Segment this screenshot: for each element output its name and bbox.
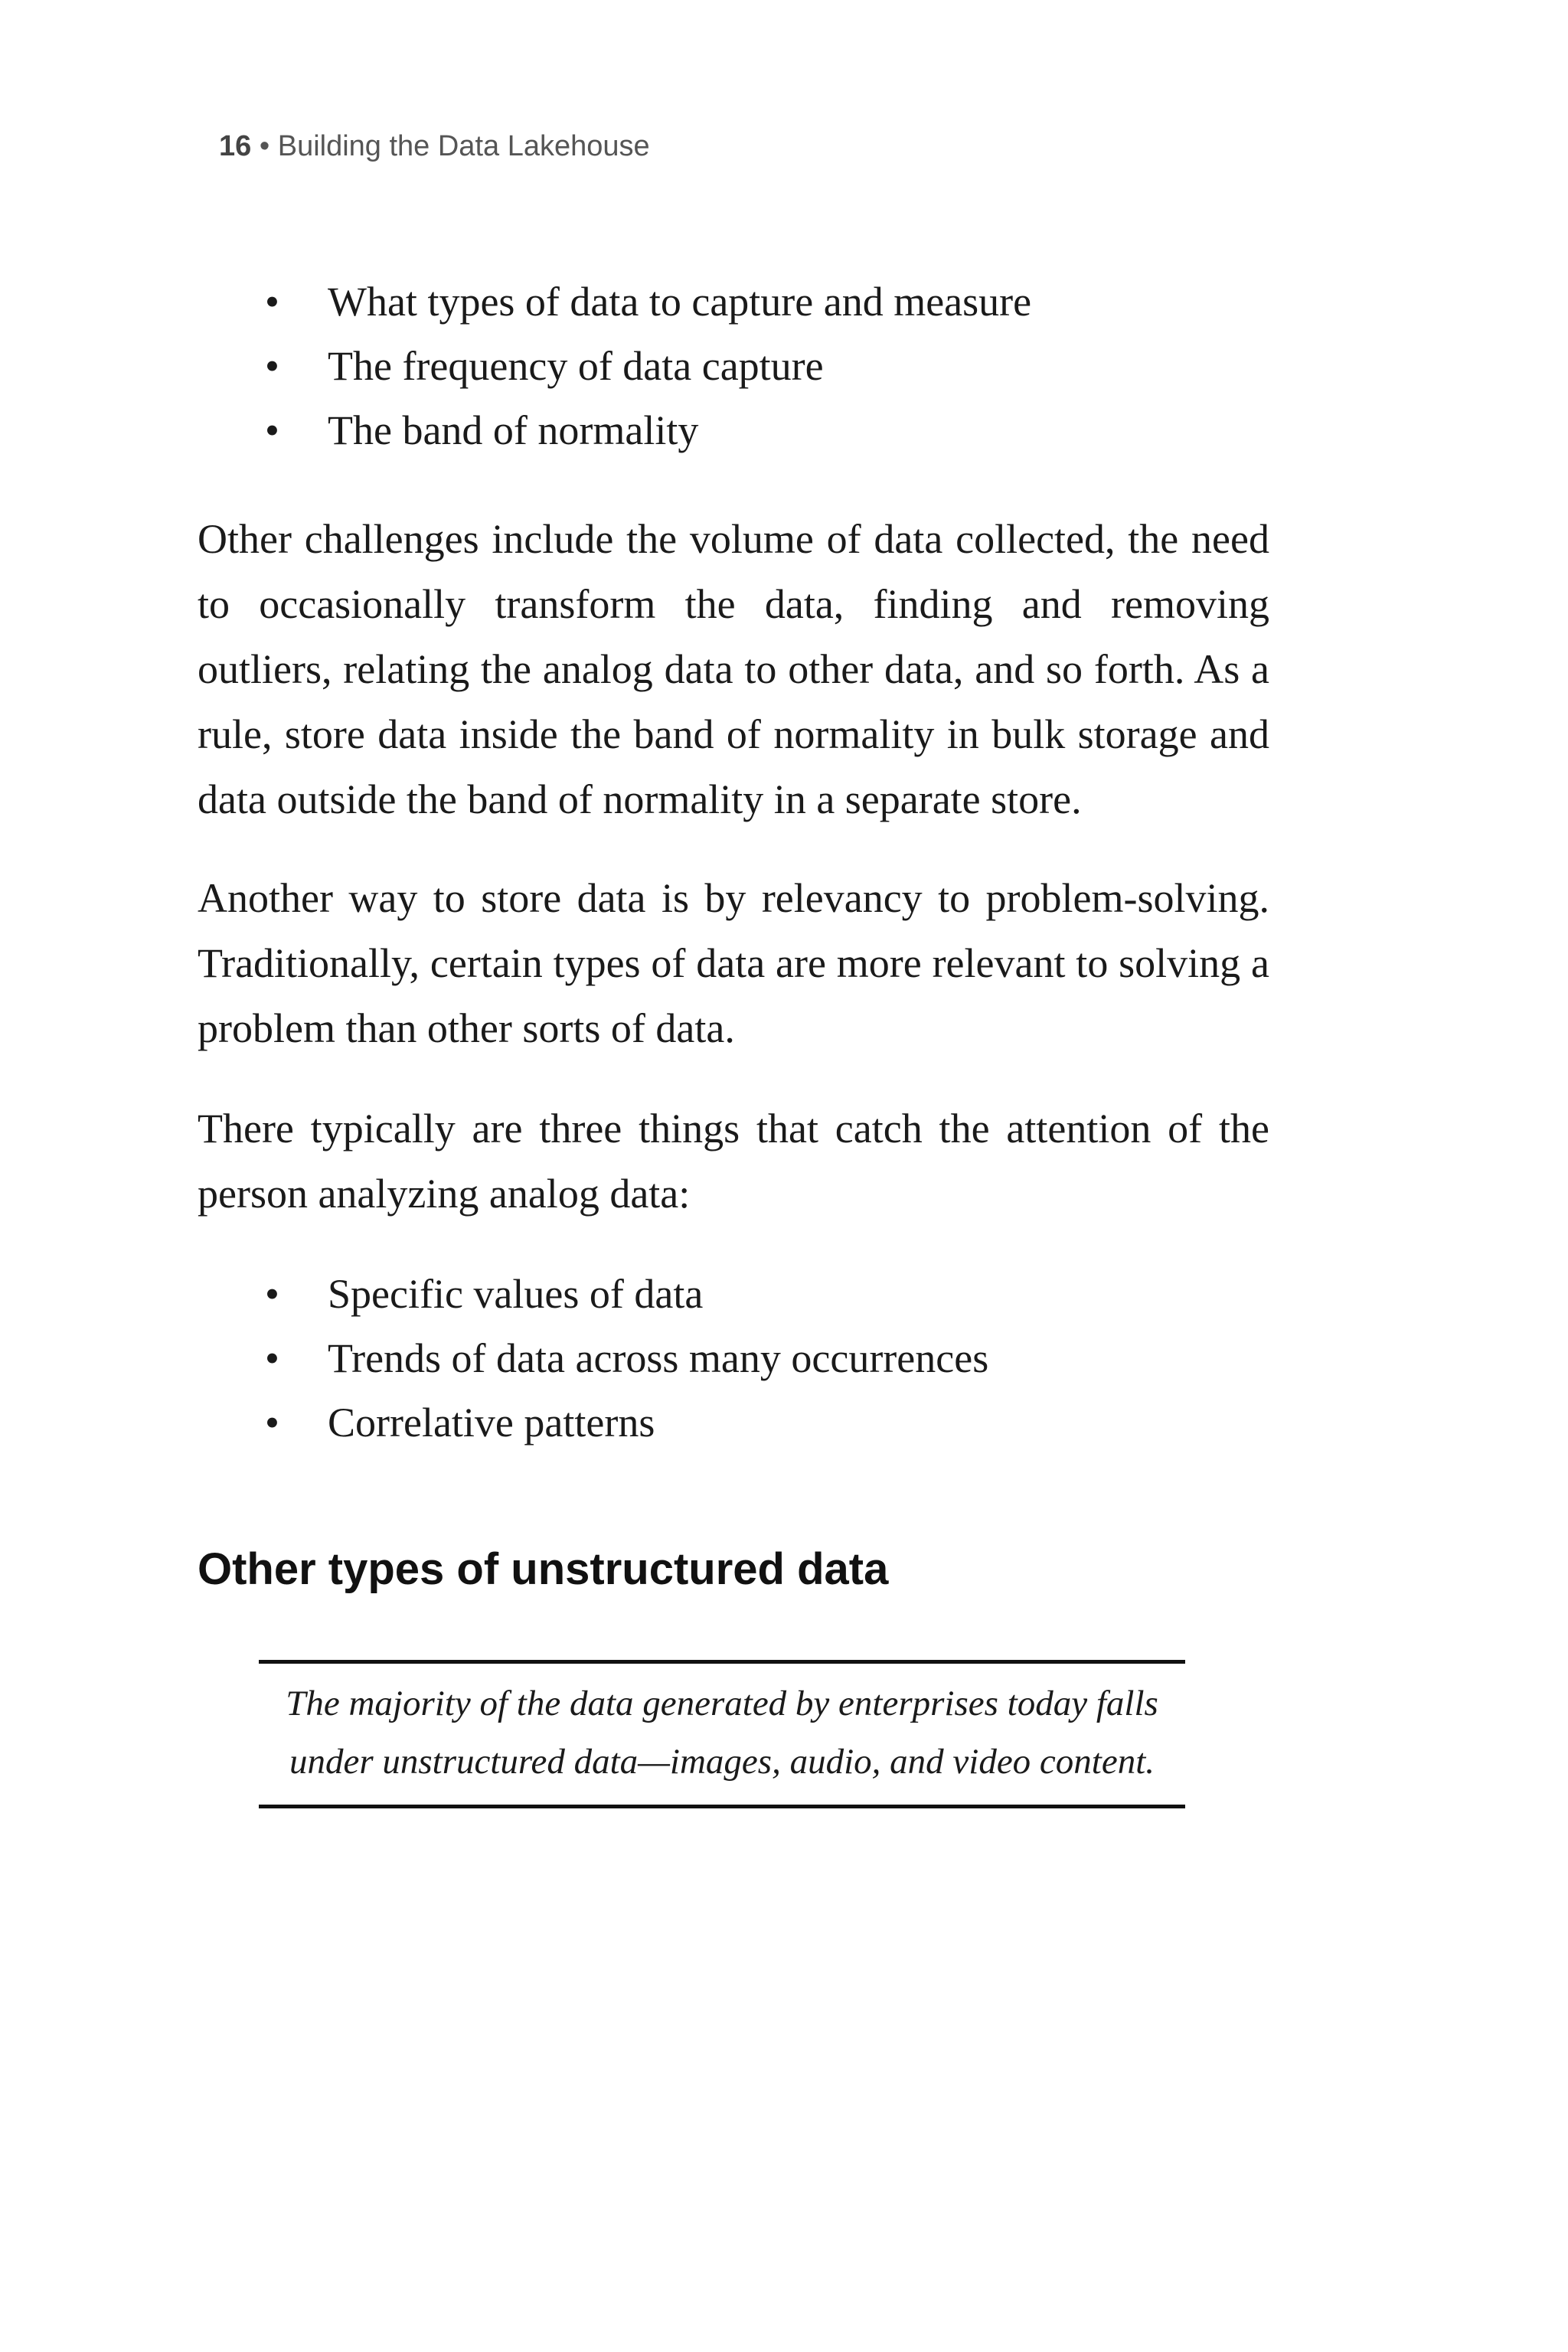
pull-quote: [259, 1660, 1185, 1808]
bullet-icon: •: [265, 1400, 279, 1446]
list-item-text: Trends of data across many occurrences: [328, 1335, 989, 1381]
list-item: [198, 398, 1269, 462]
list-item: [198, 1326, 1269, 1390]
list-item: [198, 1262, 1269, 1326]
bullet-icon: •: [265, 279, 279, 325]
list-item-text: The band of normality: [328, 407, 699, 453]
list-item-text: The frequency of data capture: [328, 343, 824, 389]
running-head: [219, 132, 650, 161]
bullet-list-capture: [198, 270, 1269, 462]
list-item: [198, 270, 1269, 334]
bullet-list-attention: [198, 1262, 1269, 1455]
bullet-icon: •: [265, 407, 279, 453]
page-body: [198, 270, 1269, 1808]
pull-quote-line: The majority of the data generated by enterprises today falls: [286, 1684, 1158, 1723]
pull-quote-line: under unstructured data—images, audio, and video content.: [289, 1742, 1155, 1782]
header-separator: •: [259, 130, 270, 162]
bullet-icon: •: [265, 1271, 279, 1317]
paragraph-challenges: Other challenges include the volume of data collected, the need to occasionally transform the data, finding and removing outliers, relating the analog data to other data, and so forth. As a rule, store data inside the band of normality in bulk storage and data outside the band of normality in a separate store.: [198, 516, 1269, 822]
book-title: Building the Data Lakehouse: [277, 130, 650, 162]
bullet-icon: •: [265, 343, 279, 389]
list-item-text: Specific values of data: [328, 1271, 704, 1317]
section-heading: Other types of unstructured data: [198, 1544, 889, 1594]
list-item: [198, 334, 1269, 398]
paragraph-relevancy: Another way to store data is by relevancy to problem-solving. Traditionally, certain types of data are more relevant to solving a problem than other sorts of data.: [198, 875, 1269, 1051]
paragraph-attention: There typically are three things that catch the attention of the person analyzing analog data:: [198, 1106, 1269, 1217]
bullet-icon: •: [265, 1335, 279, 1381]
list-item-text: What types of data to capture and measure: [328, 279, 1032, 325]
list-item: [198, 1390, 1269, 1455]
list-item-text: Correlative patterns: [328, 1400, 655, 1446]
page-number: 16: [219, 130, 252, 162]
